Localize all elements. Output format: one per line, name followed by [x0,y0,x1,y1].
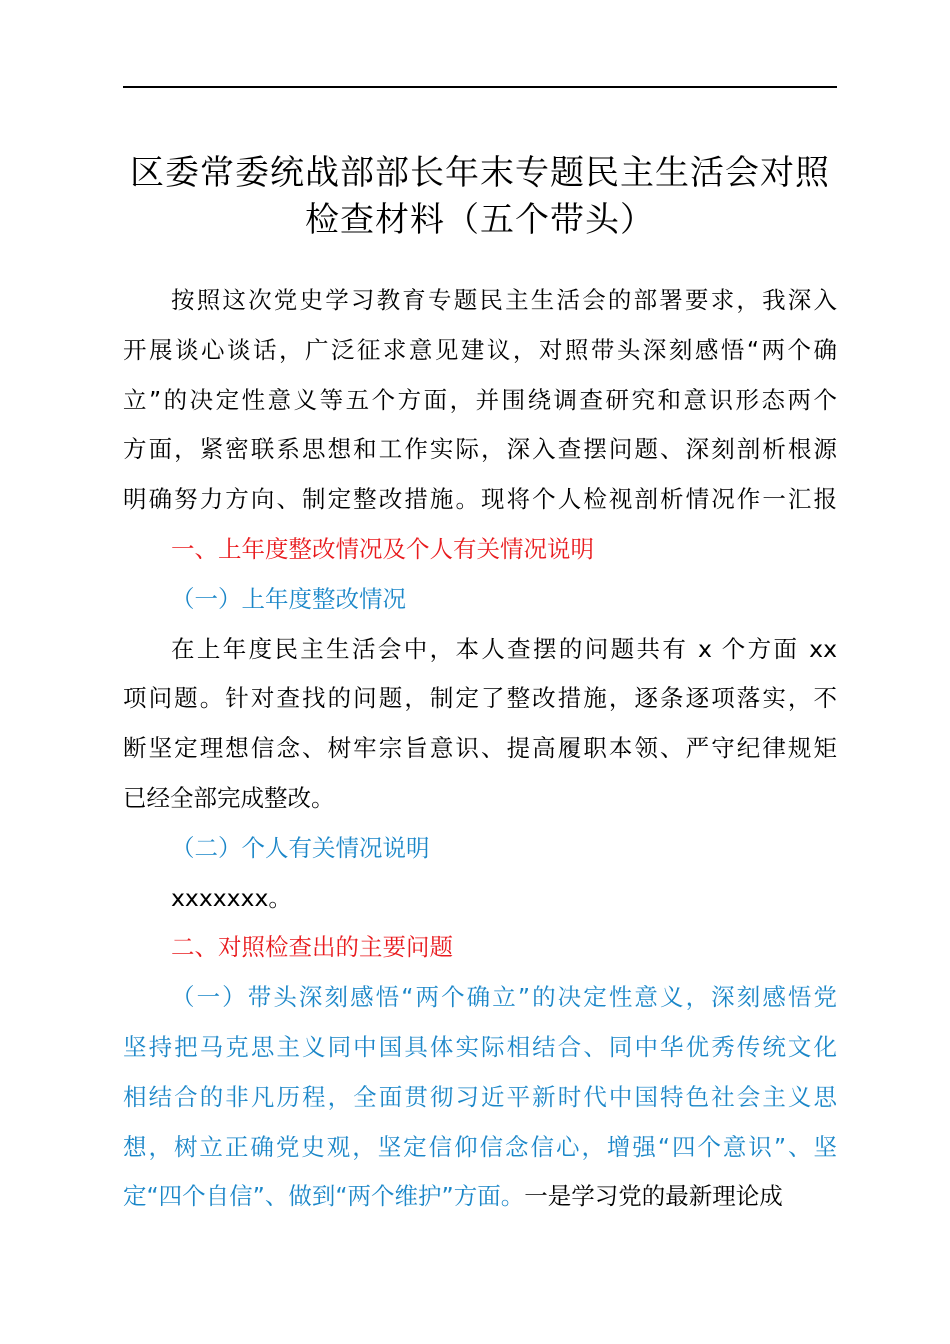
intro-line-3: 立”的决定性意义等五个方面，并围绕调查研究和意识形态两个 [123,385,837,414]
intro-paragraph [123,276,837,525]
section-2-heading: 二、对照检查出的主要问题 [171,933,453,962]
section-1-sub-1-paragraph [123,625,837,824]
s1-body-line-2: 项问题。针对查找的问题，制定了整改措施，逐条逐项落实，不 [123,684,837,713]
s2-last-black: 一是学习党的最新理论成 [524,1182,783,1211]
intro-line-2: 开展谈心谈话，广泛征求意见建议，对照带头深刻感悟“两个确 [123,335,837,364]
section-1-subheading-1: （一）上年度整改情况 [171,584,406,613]
s2-blue-line-4: 想，树立正确党史观，坚定信仰信念信心，增强“四个意识”、坚 [123,1132,837,1161]
s2-blue-line-1: （一）带头深刻感悟“两个确立”的决定性意义，深刻感悟党 [171,983,837,1012]
s1-body-line-3: 断坚定理想信念、树牢宗旨意识、提高履职本领、严守纪律规矩 [123,734,837,763]
s2-blue-line-2: 坚持把马克思主义同中国具体实际相结合、同中华优秀传统文化 [123,1032,837,1061]
document-body [123,276,837,1222]
s2-last-blue: 定“四个自信”、做到“两个维护”方面。 [123,1182,525,1211]
section-1-heading: 一、上年度整改情况及个人有关情况说明 [171,534,594,563]
s2-blue-line-3: 相结合的非凡历程，全面贯彻习近平新时代中国特色社会主义思 [123,1082,837,1111]
s2-mixed-line-5 [123,1172,837,1222]
intro-line-4: 方面，紧密联系思想和工作实际，深入查摆问题、深刻剖析根源 [123,435,837,464]
s1-body-line-4: 已经全部完成整改。 [123,783,335,812]
header-rule [123,86,837,88]
s1-body-line-1: 在上年度民主生活会中，本人查摆的问题共有 x 个方面 xx [171,634,837,663]
section-2-sub-1-paragraph [123,973,837,1222]
intro-line-5: 明确努力方向、制定整改措施。现将个人检视剖析情况作一汇报 [123,485,837,514]
section-1-sub-2-paragraph: xxxxxxx。 [171,883,292,912]
title-line-2: 检查材料（五个带头） [305,200,655,240]
section-1-subheading-2: （二）个人有关情况说明 [171,833,430,862]
document-title [110,150,850,244]
intro-line-1: 按照这次党史学习教育专题民主生活会的部署要求，我深入 [171,286,837,314]
title-line-1: 区委常委统战部部长年末专题民主生活会对照 [130,153,830,193]
